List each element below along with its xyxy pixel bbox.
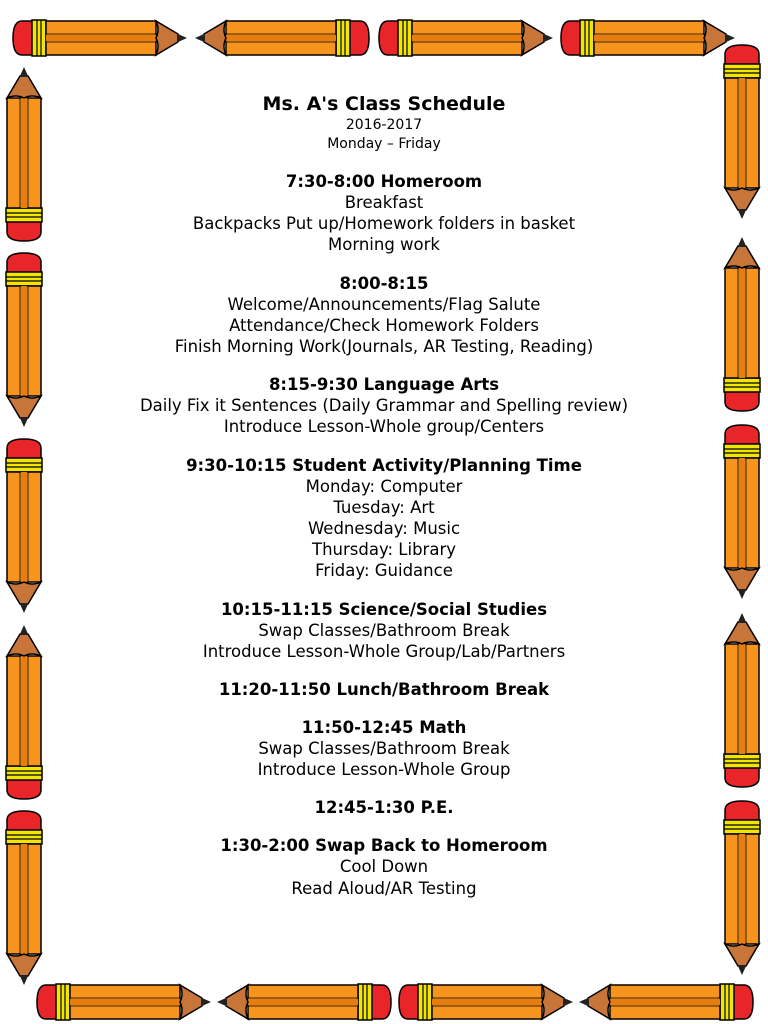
block-line: Swap Classes/Bathroom Break bbox=[258, 739, 510, 759]
page-title: Ms. A's Class Schedule bbox=[262, 93, 506, 115]
block-line: Friday: Guidance bbox=[315, 561, 453, 581]
pencil-decoration bbox=[722, 612, 762, 788]
block-heading: 1:30-2:00 Swap Back to Homeroom bbox=[220, 836, 548, 856]
pencil-decoration bbox=[4, 252, 44, 428]
block-heading: 10:15-11:15 Science/Social Studies bbox=[220, 599, 548, 619]
pencil-decoration bbox=[194, 18, 370, 58]
block-line: Morning work bbox=[328, 235, 440, 255]
school-days: Monday – Friday bbox=[327, 136, 441, 152]
schedule-blocks bbox=[60, 171, 708, 899]
block-line: Wednesday: Music bbox=[307, 519, 461, 539]
schedule-block bbox=[60, 835, 708, 898]
schedule-block bbox=[60, 797, 708, 818]
block-line: Read Aloud/AR Testing bbox=[291, 878, 477, 898]
pencil-decoration bbox=[722, 424, 762, 600]
block-heading: 12:45-1:30 P.E. bbox=[314, 798, 454, 818]
block-line: Introduce Lesson-Whole Group bbox=[257, 760, 511, 780]
pencil-decoration bbox=[578, 982, 754, 1022]
pencil-decoration bbox=[216, 982, 392, 1022]
block-line: Thursday: Library bbox=[311, 540, 457, 560]
block-heading: 9:30-10:15 Student Activity/Planning Time bbox=[186, 455, 582, 475]
block-heading: 7:30-8:00 Homeroom bbox=[285, 172, 483, 191]
pencil-decoration bbox=[722, 800, 762, 976]
block-line: Cool Down bbox=[339, 857, 429, 877]
pencil-decoration bbox=[398, 982, 574, 1022]
block-heading: 8:15-9:30 Language Arts bbox=[268, 375, 500, 395]
schedule-block bbox=[60, 171, 708, 256]
block-line: Backpacks Put up/Homework folders in basket bbox=[192, 214, 576, 234]
pencil-decoration bbox=[378, 18, 554, 58]
pencil-decoration bbox=[4, 438, 44, 614]
schedule-block bbox=[60, 599, 708, 662]
block-line: Swap Classes/Bathroom Break bbox=[258, 620, 510, 640]
block-line: Breakfast bbox=[344, 193, 424, 212]
pencil-decoration bbox=[4, 624, 44, 800]
block-line: Attendance/Check Homework Folders bbox=[229, 315, 539, 335]
block-line: Welcome/Announcements/Flag Salute bbox=[227, 294, 541, 314]
block-line: Daily Fix it Sentences (Daily Grammar and Spelling review) bbox=[139, 396, 629, 416]
schedule-document bbox=[60, 92, 708, 899]
pencil-decoration bbox=[4, 66, 44, 242]
schedule-block bbox=[60, 273, 708, 358]
schedule-block bbox=[60, 455, 708, 582]
pencil-decoration bbox=[560, 18, 736, 58]
block-line: Introduce Lesson-Whole group/Centers bbox=[223, 417, 545, 437]
pencil-decoration bbox=[722, 236, 762, 412]
schedule-block bbox=[60, 374, 708, 437]
block-line: Tuesday: Art bbox=[333, 497, 435, 517]
pencil-decoration bbox=[12, 18, 188, 58]
school-year: 2016-2017 bbox=[345, 117, 423, 133]
block-heading: 8:00-8:15 bbox=[339, 273, 429, 293]
block-line: Finish Morning Work(Journals, AR Testing, Reading) bbox=[174, 337, 594, 357]
pencil-decoration bbox=[36, 982, 212, 1022]
schedule-block bbox=[60, 717, 708, 780]
pencil-decoration bbox=[4, 810, 44, 986]
block-line: Introduce Lesson-Whole Group/Lab/Partners bbox=[202, 641, 566, 661]
block-line: Monday: Computer bbox=[305, 476, 463, 496]
block-heading: 11:20-11:50 Lunch/Bathroom Break bbox=[218, 680, 550, 700]
block-heading: 11:50-12:45 Math bbox=[301, 718, 467, 738]
pencil-decoration bbox=[722, 44, 762, 220]
schedule-block bbox=[60, 679, 708, 700]
